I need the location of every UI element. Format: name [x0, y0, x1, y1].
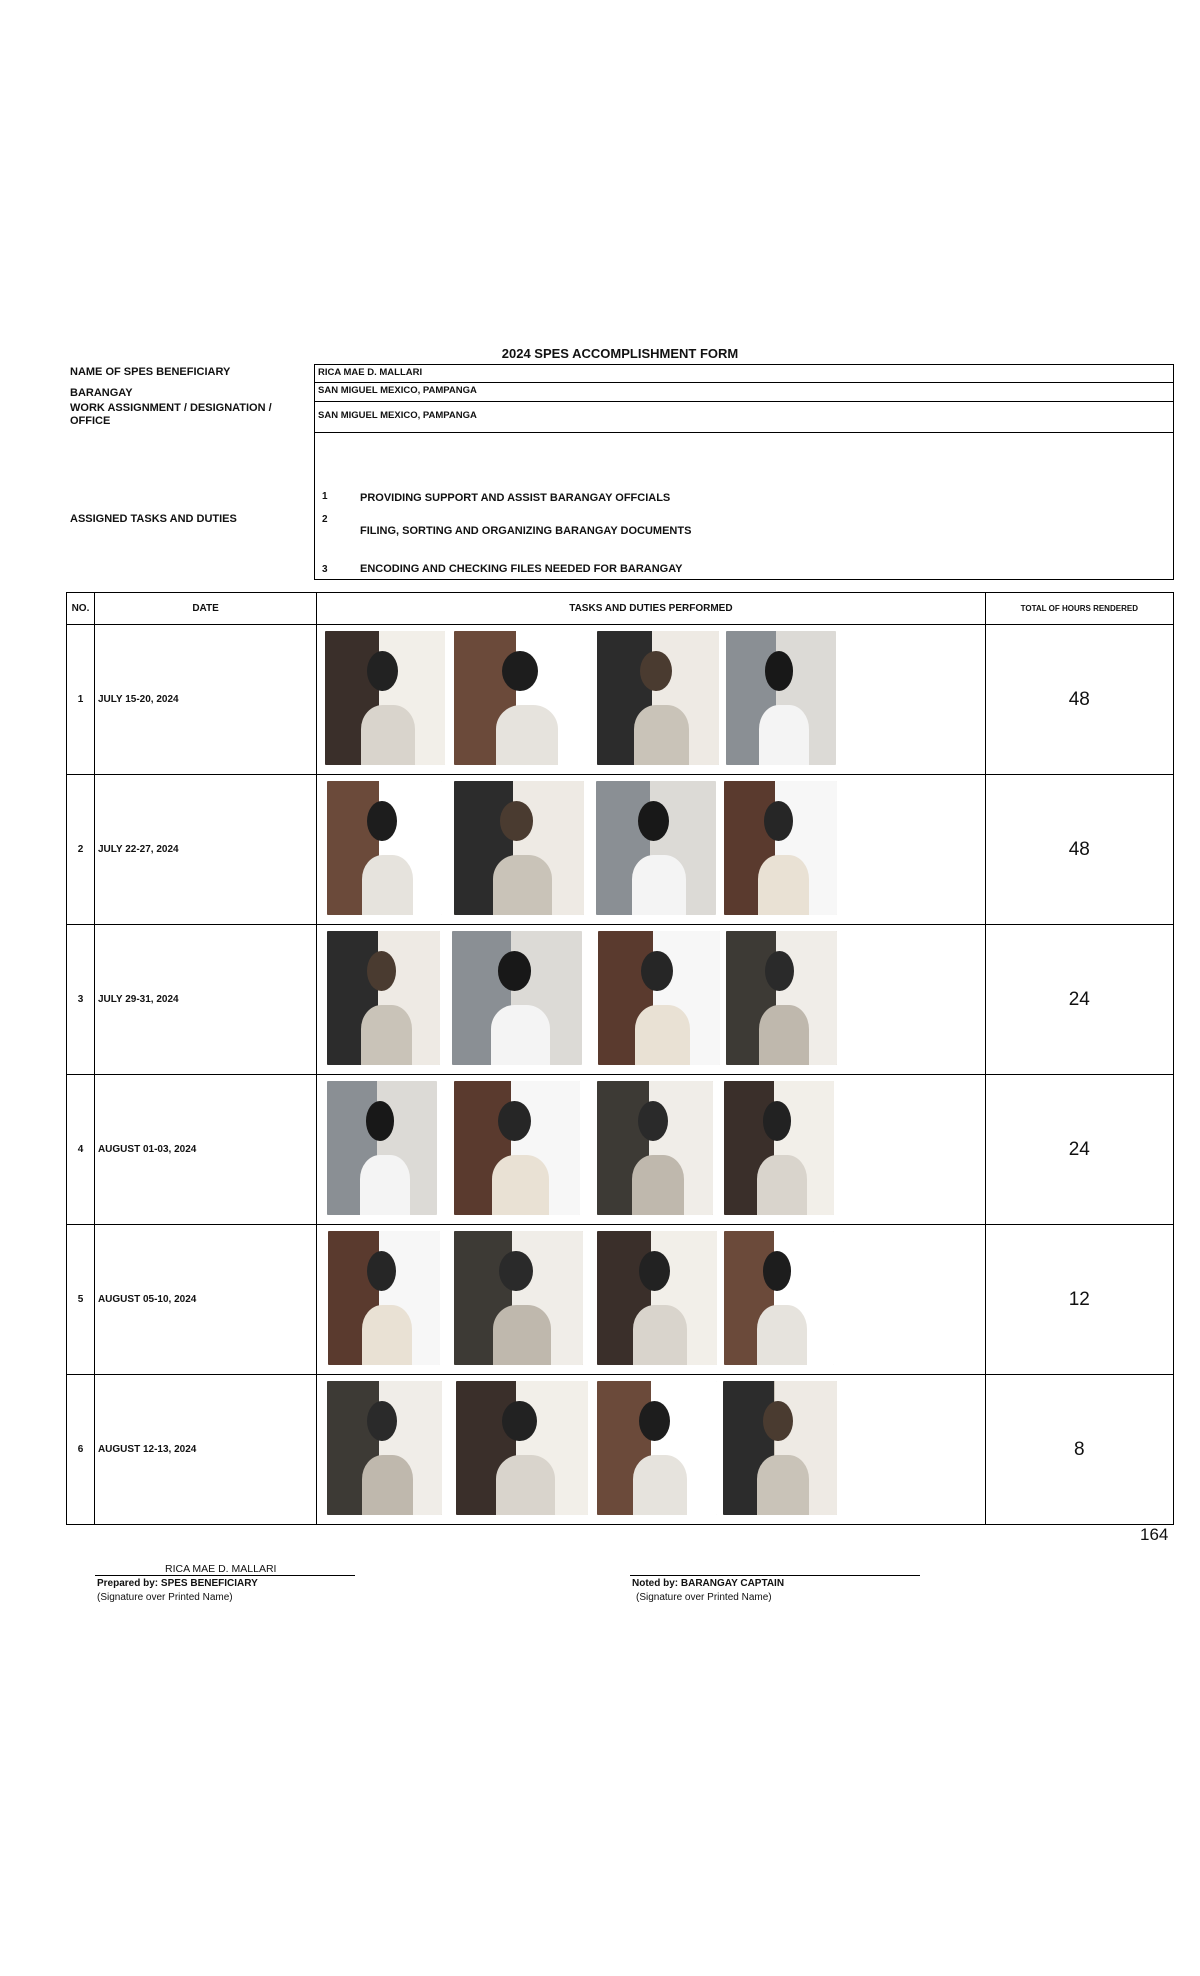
table-row — [67, 925, 1174, 1075]
label-barangay: BARANGAY — [70, 387, 133, 399]
row-number: 1 — [67, 625, 95, 775]
noted-by-label: Noted by: BARANGAY CAPTAIN — [632, 1578, 785, 1589]
activity-photo — [327, 1381, 442, 1515]
noted-signature-line — [630, 1575, 920, 1576]
row-number: 4 — [67, 1075, 95, 1225]
activity-photo — [327, 931, 440, 1065]
assigned-tasks-box — [314, 432, 1174, 580]
prepared-sub-label: (Signature over Printed Name) — [97, 1592, 233, 1603]
row-hours: 24 — [985, 925, 1173, 1075]
row-number: 6 — [67, 1375, 95, 1525]
activity-photo — [327, 1081, 437, 1215]
activity-photo — [597, 1381, 717, 1515]
row-number: 2 — [67, 775, 95, 925]
activity-photo — [724, 1231, 834, 1365]
row-date: JULY 29-31, 2024 — [94, 925, 316, 1075]
header-date: DATE — [94, 593, 316, 625]
activity-photo — [454, 1231, 583, 1365]
task-text: ENCODING AND CHECKING FILES NEEDED FOR BARANGAY — [360, 563, 683, 575]
row-photos — [317, 1075, 985, 1225]
activity-photo — [723, 1381, 837, 1515]
row-date: AUGUST 05-10, 2024 — [94, 1225, 316, 1375]
prepared-signature-line — [95, 1575, 355, 1576]
table-row — [67, 1375, 1174, 1525]
table-row — [67, 625, 1174, 775]
beneficiary-name-value: RICA MAE D. MALLARI — [318, 367, 423, 378]
table-header-row — [67, 593, 1174, 625]
row-hours: 48 — [985, 625, 1173, 775]
activity-photo — [726, 631, 836, 765]
row-hours: 24 — [985, 1075, 1173, 1225]
label-work-assignment: WORK ASSIGNMENT / DESIGNATION / OFFICE — [70, 402, 272, 427]
activity-photo — [724, 781, 837, 915]
row-photos — [317, 925, 985, 1075]
table-row — [67, 1225, 1174, 1375]
activity-photo — [454, 781, 584, 915]
task-number: 1 — [322, 491, 328, 502]
table-row — [67, 1075, 1174, 1225]
activity-photo — [597, 1081, 713, 1215]
activity-photo — [596, 781, 716, 915]
row-date: JULY 15-20, 2024 — [94, 625, 316, 775]
activity-photo — [726, 931, 837, 1065]
work-assignment-value: SAN MIGUEL MEXICO, PAMPANGA — [318, 410, 477, 421]
barangay-field — [314, 382, 1174, 402]
noted-sub-label: (Signature over Printed Name) — [636, 1592, 772, 1603]
row-hours: 8 — [985, 1375, 1173, 1525]
activity-photo — [454, 1081, 580, 1215]
header-no: NO. — [67, 593, 95, 625]
row-photos — [317, 1225, 985, 1375]
activity-photo — [456, 1381, 588, 1515]
page-number: 164 — [1140, 1525, 1169, 1544]
row-number: 5 — [67, 1225, 95, 1375]
activity-photo — [327, 781, 442, 915]
row-photos — [317, 1375, 985, 1525]
task-text: PROVIDING SUPPORT AND ASSIST BARANGAY OFFCIALS — [360, 492, 671, 504]
barangay-value: SAN MIGUEL MEXICO, PAMPANGA — [318, 385, 477, 396]
activity-photo — [724, 1081, 834, 1215]
activity-photo — [598, 931, 720, 1065]
task-text: FILING, SORTING AND ORGANIZING BARANGAY DOCUMENTS — [360, 525, 692, 537]
activity-photo — [452, 931, 582, 1065]
row-date: AUGUST 12-13, 2024 — [94, 1375, 316, 1525]
row-date: AUGUST 01-03, 2024 — [94, 1075, 316, 1225]
row-hours: 12 — [985, 1225, 1173, 1375]
header-hours: TOTAL OF HOURS RENDERED — [985, 593, 1173, 625]
label-beneficiary-name: NAME OF SPES BENEFICIARY — [70, 366, 231, 378]
activity-photo — [325, 631, 445, 765]
table-row — [67, 775, 1174, 925]
row-hours: 48 — [985, 775, 1173, 925]
task-number: 2 — [322, 514, 328, 525]
activity-photo — [597, 1231, 717, 1365]
work-assignment-field — [314, 401, 1174, 433]
prepared-by-label: Prepared by: SPES BENEFICIARY — [97, 1578, 258, 1589]
activity-photo — [328, 1231, 440, 1365]
header-tasks: TASKS AND DUTIES PERFORMED — [317, 593, 985, 625]
activity-photo — [597, 631, 719, 765]
accomplishment-table — [66, 592, 1174, 1525]
label-assigned-tasks: ASSIGNED TASKS AND DUTIES — [70, 513, 237, 525]
row-photos — [317, 775, 985, 925]
row-date: JULY 22-27, 2024 — [94, 775, 316, 925]
prepared-name: RICA MAE D. MALLARI — [165, 1563, 277, 1575]
row-number: 3 — [67, 925, 95, 1075]
activity-photo — [454, 631, 592, 765]
task-number: 3 — [322, 564, 328, 575]
row-photos — [317, 625, 985, 775]
beneficiary-name-field — [314, 364, 1174, 383]
form-title: 2024 SPES ACCOMPLISHMENT FORM — [501, 346, 739, 361]
